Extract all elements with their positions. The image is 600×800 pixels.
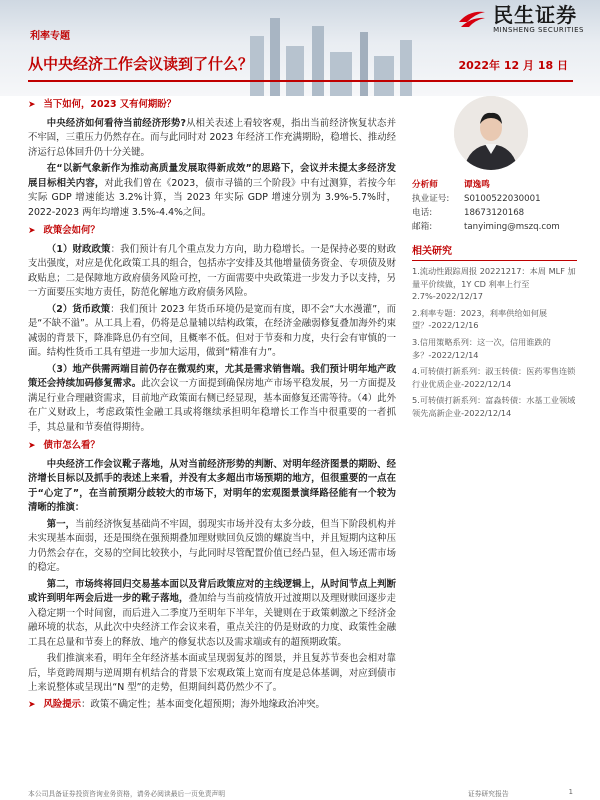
main-column <box>28 98 396 716</box>
skyline-building <box>270 18 280 96</box>
skyline-building <box>400 40 412 96</box>
related-research-link[interactable]: 3.信用策略系列：这一次，信用谁跌的多？-2022/12/14 <box>412 336 551 360</box>
header-banner <box>0 0 600 96</box>
arrow-icon: ➤ <box>28 100 36 110</box>
section-heading: ➤ 政策会如何？ <box>28 224 396 239</box>
brand-logo-icon <box>457 8 487 30</box>
related-research-link[interactable]: 1.流动性跟踪周报 20221217：本周 MLF 加量平价续做，1Y CD 利率上行至 2.7%-2022/12/17 <box>412 266 576 302</box>
skyline-building <box>286 46 304 96</box>
skyline-building <box>374 56 394 96</box>
section-bond-market <box>28 439 396 696</box>
section-policy <box>28 224 396 435</box>
header-rule <box>28 80 573 82</box>
series-label: 利率专题 <box>30 31 70 42</box>
paragraph: （3）地产供需两端目前仍存在微观约束，尤其是需求销售端。我们预计明年地产政策还会持续加码修复需求。此次会议一方面提到确保房地产市场平稳发展，另一方面提及满足行业合理融资需求，目前地产政策面右侧已经显现，基本面修复还需等待。（4）此外在广义财政上，考虑政策性金融工具或将继续承担明年稳增长工作当中很重要的一者抓手，其总量和节奏值得期待。 <box>28 363 396 433</box>
section-heading: ➤ 当下如何，2023 又有何期盼？ <box>28 98 396 113</box>
brand-name-cn: 民生证券 <box>493 3 578 27</box>
related-research-title: 相关研究 <box>412 246 577 261</box>
paragraph: 中央经济工作会议靴子落地，从对当前经济形势的判断、对明年经济图景的期盼、经济增长目标以及抓手的表述上来看，并没有太多超出市场预期的地方，但很重要的一点在于“心定了”，在当前预期分歧较大的市场下，对明年的宏观图景演绎路径能有一个较为清晰的推演： <box>28 458 396 513</box>
analyst-photo <box>454 96 528 170</box>
paragraph: （2）货币政策：我们预计 2023 年货币环境仍是宽而有度，即不会“大水漫灌”，而是“不缺不溢”。从工具上看，仍将是总量辅以结构政策，在经济金融弱修复叠加海外约束减弱的背景下，降准降息仍有空间，且概率不低。但对于节奏和力度，央行会有审慎的一面。结构性货币工具有望进一步加大运用，做到“精准有力”。 <box>28 303 396 358</box>
skyline-building <box>312 26 324 96</box>
report-title: 从中央经济工作会议读到了什么？ <box>28 55 254 73</box>
paragraph: 中央经济如何看待当前经济形势?从相关表述上看较客观，指出当前经济恢复状态并不牢固，三重压力仍然存在。而与此同时对 2023 年经济工作充满期盼，稳增长、推动经济运行总体回升仍十分关键。 <box>28 117 396 158</box>
analyst-info: 分析师 谭逸鸣 执业证号: S0100522030001 电话: 18673120168 邮箱: tanyiming@mszq.com <box>412 180 560 232</box>
section-outlook <box>28 98 396 220</box>
risk-notice: ➤ 风险提示 ：政策不确定性；基本面变化超预期；海外地缘政治冲突。 <box>28 698 396 713</box>
related-research-list <box>412 265 577 420</box>
related-research-link[interactable]: 4.可转债打新系列：淑玉转债：医药零售连锁行业优质企业-2022/12/14 <box>412 366 576 389</box>
disclaimer-text: 本公司具备证券投资咨询业务资格，请务必阅读最后一页免责声明 <box>28 790 226 798</box>
page-number: 1 <box>568 788 573 796</box>
brand-logo <box>457 4 584 34</box>
skyline-building <box>360 32 368 96</box>
related-research-link[interactable]: 2.利率专题：2023，利率供给如何展望？-2022/12/16 <box>412 307 548 331</box>
paragraph: 我们推演来看，明年全年经济基本面或呈现弱复苏的图景，并且复苏节奏也会相对靠后，毕竟跨周期与逆周期有机结合的背景下宏观政策上宽而有度是总体基调，对应到债市上来说整体或呈现出“N 型”的走势，但期间纠葛仍然少不了。 <box>28 653 396 693</box>
brand-name-en: MINSHENG SECURITIES <box>493 26 584 34</box>
section-heading: ➤ 债市怎么看？ <box>28 439 396 454</box>
paragraph: （1）财政政策：我们预计有几个重点发力方向，助力稳增长。一是保持必要的财政支出强度，对应是优化政策工具的组合，包括赤字安排及其他增量债务资金、专项债及财政贴息；二是保障地方政府债务风险可控，一方面需要中央政策进一步发力予以支持，另一方面要压实地方责任，防范化解地方政府债务风险。 <box>28 243 396 298</box>
arrow-icon: ➤ <box>28 226 36 236</box>
sidebar <box>412 96 577 424</box>
paragraph: 第一，当前经济恢复基础尚不牢固，弱现实市场并没有太多分歧，但当下阶段机构并未实现基本面弱，还是围绕在强预期叠加理财赎回负反馈的螺旋当中，并且短期内这种压力仍然会存在，交易的空间比较狭小，与此同时尽管配置价值已经凸显，但入场还需市场的稳定。 <box>28 518 396 573</box>
skyline-building <box>330 52 352 96</box>
paragraph: 在“以新气象新作为推动高质量发展取得新成效”的思路下，会议并未提太多经济发展目标相关内容，对此我们曾在《2023，债市寻锚的三个阶段》中有过测算，若按今年实际 GDP 增速能达 3.2%计算，当 2023 年实际 GDP 增速分别为 3.9%-5.7%时，2022-2023 两年均增速 3.5%-4.4%之间。 <box>28 163 396 218</box>
report-type: 证券研究报告 <box>467 790 509 798</box>
page-footer <box>28 788 573 798</box>
arrow-icon: ➤ <box>28 441 36 451</box>
report-date: 2022年 12 月 18 日 <box>458 59 568 72</box>
related-research-link[interactable]: 5.可转债打新系列：富淼转债：水基工业领域领先高新企业-2022/12/14 <box>412 395 576 418</box>
paragraph: 第二，市场终将回归交易基本面以及背后政策应对的主线逻辑上，从时间节点上判断或许到明年两会后进一步的靴子落地，叠加给与当前疫情放开过渡期以及理财赎回逐步走入稳定期一个时间窗，而后进入二季度乃至明年下半年，关键则在于政策刺激之下经济金融环境的状态，从此次中央经济工作会议来看，重点关注的仍是财政的力度、政策性金融工具在总量和节奏上的释放、地产的修复状态以及需求端或有的超预期政策。 <box>28 578 396 648</box>
person-icon <box>454 96 528 170</box>
arrow-icon: ➤ <box>28 699 36 710</box>
